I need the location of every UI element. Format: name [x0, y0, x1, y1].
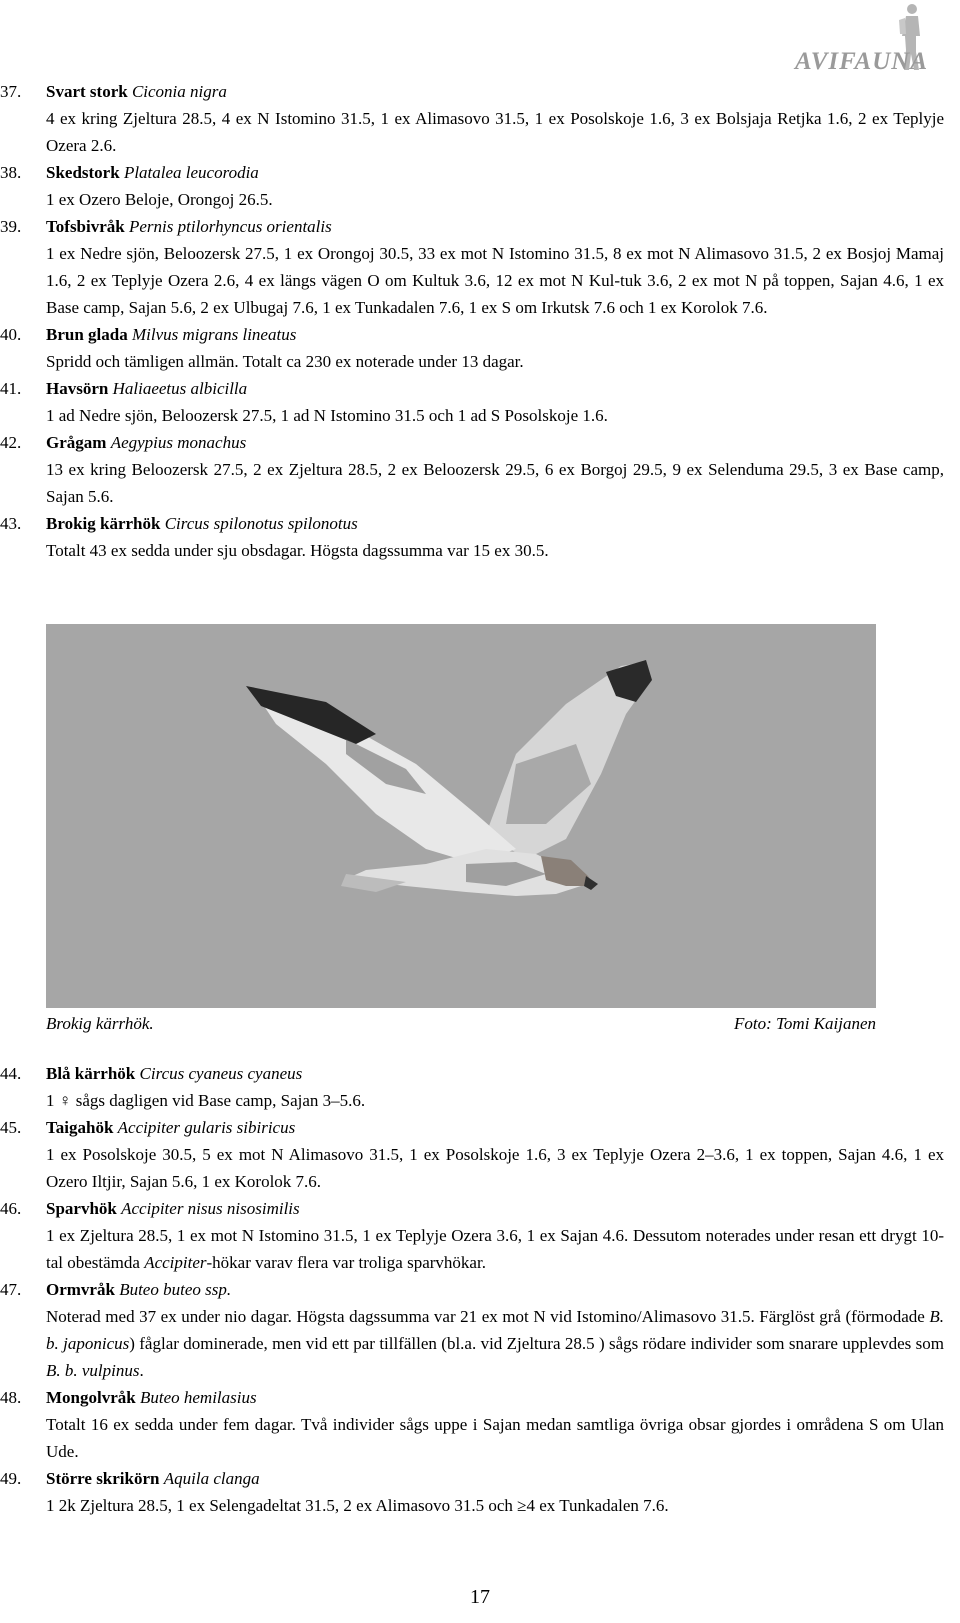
- scientific-name: Circus spilonotus spilonotus: [164, 514, 358, 533]
- observation-text: 13 ex kring Beloozersk 27.5, 2 ex Zjeltura 28.5, 2 ex Beloozersk 29.5, 6 ex Borgoj 29.5, 9 ex Selenduma 29.5, 3 ex Base camp, Sajan 5.6.: [46, 460, 944, 506]
- species-heading: [46, 1465, 944, 1492]
- species-name: Brokig kärrhök: [46, 514, 161, 533]
- species-number: 43.: [0, 514, 22, 533]
- species-name: Större skrikörn: [46, 1469, 160, 1488]
- species-name: Brun glada: [46, 325, 128, 344]
- species-observations: [46, 1492, 944, 1519]
- species-observations: [46, 456, 944, 510]
- species-observations: [46, 402, 944, 429]
- scientific-name: Milvus migrans lineatus: [131, 325, 297, 344]
- species-number: 39.: [0, 217, 22, 236]
- species-entry: [0, 78, 960, 159]
- scientific-name: Aegypius monachus: [110, 433, 247, 452]
- species-entry: [0, 510, 960, 564]
- species-name: Skedstork: [46, 163, 120, 182]
- species-entry: [0, 1195, 960, 1276]
- species-heading: [46, 1276, 944, 1303]
- species-name: Sparvhök: [46, 1199, 117, 1218]
- scientific-name: Accipiter gularis sibiricus: [117, 1118, 296, 1137]
- observation-text: 1 ♀ sågs dagligen vid Base camp, Sajan 3–5.6.: [46, 1091, 366, 1110]
- observation-text: Totalt 43 ex sedda under sju obsdagar. Högsta dagssumma var 15 ex 30.5.: [46, 541, 549, 560]
- observation-text: 1 2k Zjeltura 28.5, 1 ex Selengadeltat 31.5, 2 ex Alimasovo 31.5 och ≥4 ex Tunkadalen 7.6.: [46, 1496, 669, 1515]
- observation-text: 1 ad Nedre sjön, Beloozersk 27.5, 1 ad N Istomino 31.5 och 1 ad S Posolskoje 1.6.: [46, 406, 608, 425]
- species-list-bottom: [0, 1060, 960, 1519]
- species-name: Havsörn: [46, 379, 109, 398]
- species-heading: [46, 78, 944, 105]
- scientific-name: Circus cyaneus cyaneus: [139, 1064, 303, 1083]
- species-entry: [0, 1276, 960, 1384]
- species-number: 46.: [0, 1199, 22, 1218]
- species-heading: [46, 159, 944, 186]
- species-entry: [0, 375, 960, 429]
- species-name: Grågam: [46, 433, 107, 452]
- observation-text: 1 ex Posolskoje 30.5, 5 ex mot N Alimasovo 31.5, 1 ex Posolskoje 1.6, 3 ex Teplyje Ozera 2–3.6, 1 ex toppen, Sajan 4.6, 1 ex Ozero Iltjir, Sajan 5.6, 1 ex Korolok 7.6.: [46, 1145, 944, 1191]
- species-observations: [46, 1087, 944, 1114]
- species-entry: [0, 159, 960, 213]
- species-observations: [46, 1141, 944, 1195]
- observation-text: Totalt 16 ex sedda under fem dagar. Två individer sågs uppe i Sajan medan samtliga övriga obsar gjordes i områdena S om Ulan Ude.: [46, 1415, 944, 1461]
- species-heading: [46, 1384, 944, 1411]
- species-number: 49.: [0, 1469, 22, 1488]
- species-entry: [0, 429, 960, 510]
- observation-italic: B. b. japonicus: [46, 1307, 944, 1353]
- observation-text: ) fåglar dominerade, men vid ett par tillfällen (bl.a. vid Zjeltura 28.5 ) sågs rödare individer som snarare upplevdes som: [129, 1334, 944, 1353]
- species-observations: [46, 537, 944, 564]
- species-observations: [46, 105, 944, 159]
- observation-text: 1 ex Nedre sjön, Beloozersk 27.5, 1 ex Orongoj 30.5, 33 ex mot N Istomino 31.5, 8 ex mot N Alimasovo 31.5, 2 ex Bosjoj Mamaj 1.6, 2 ex Teplyje Ozera 2.6, 4 ex längs vägen O om Kultuk 3.6, 12 ex mot N Kul-tuk 3.6, 2 ex mot N på toppen, Sajan 4.6, 1 ex Base camp, Sajan 5.6, 2 ex Ulbugaj 7.6, 1 ex Tunkadalen 7.6, 1 ex S om Irkutsk 7.6 och 1 ex Korolok 7.6.: [46, 244, 944, 317]
- species-heading: [46, 510, 944, 537]
- species-observations: [46, 240, 944, 321]
- flying-harrier-image: [46, 624, 876, 1008]
- observation-italic: B. b. vulpinus: [46, 1361, 140, 1380]
- species-entry: [0, 1114, 960, 1195]
- species-heading: [46, 213, 944, 240]
- species-entry: [0, 1465, 960, 1519]
- observation-text: 1 ex Zjeltura 28.5, 1 ex mot N Istomino 31.5, 1 ex Teplyje Ozera 3.6, 1 ex Sajan 4.6. Dessutom noterades under resan ett drygt 10-tal obestämda: [46, 1226, 944, 1272]
- species-name: Blå kärrhök: [46, 1064, 136, 1083]
- species-observations: [46, 1222, 944, 1276]
- observation-text: Noterad med 37 ex under nio dagar. Högsta dagssumma var 21 ex mot N vid Istomino/Alimasovo 31.5. Färglöst grå (förmodade: [46, 1307, 930, 1326]
- species-observations: [46, 186, 944, 213]
- observation-text: Spridd och tämligen allmän. Totalt ca 230 ex noterade under 13 dagar.: [46, 352, 524, 371]
- species-number: 45.: [0, 1118, 22, 1137]
- species-number: 48.: [0, 1388, 22, 1407]
- observation-text: -hökar varav flera var troliga sparvhökar.: [206, 1253, 486, 1272]
- logo-wordmark: AVIFAUNA: [794, 48, 928, 75]
- scientific-name: Ciconia nigra: [131, 82, 227, 101]
- scientific-name: Buteo buteo ssp.: [119, 1280, 232, 1299]
- species-heading: [46, 429, 944, 456]
- species-heading: [46, 375, 944, 402]
- species-heading: [46, 321, 944, 348]
- scientific-name: Aquila clanga: [163, 1469, 260, 1488]
- species-number: 41.: [0, 379, 22, 398]
- avifauna-logo: [748, 2, 928, 76]
- observation-text: .: [139, 1361, 144, 1380]
- species-name: Ormvråk: [46, 1280, 115, 1299]
- observation-italic: Accipiter: [144, 1253, 207, 1272]
- species-heading: [46, 1114, 944, 1141]
- species-observations: [46, 348, 944, 375]
- species-name: Tofsbivråk: [46, 217, 125, 236]
- species-list-top: [0, 78, 960, 564]
- scientific-name: Buteo hemilasius: [139, 1388, 257, 1407]
- species-heading: [46, 1060, 944, 1087]
- species-observations: [46, 1303, 944, 1384]
- species-number: 38.: [0, 163, 22, 182]
- species-entry: [0, 213, 960, 321]
- species-number: 44.: [0, 1064, 22, 1083]
- scientific-name: Haliaeetus albicilla: [112, 379, 248, 398]
- species-name: Svart stork: [46, 82, 128, 101]
- scientific-name: Platalea leucorodia: [123, 163, 259, 182]
- scientific-name: Pernis ptilorhyncus orientalis: [128, 217, 332, 236]
- observation-text: 4 ex kring Zjeltura 28.5, 4 ex N Istomino 31.5, 1 ex Alimasovo 31.5, 1 ex Posolskoje 1.6, 3 ex Bolsjaja Retjka 1.6, 2 ex Teplyje Ozera 2.6.: [46, 109, 944, 155]
- species-entry: [0, 321, 960, 375]
- harrier-photo: [46, 624, 876, 1008]
- species-observations: [46, 1411, 944, 1465]
- species-name: Mongolvråk: [46, 1388, 136, 1407]
- scientific-name: Accipiter nisus nisosimilis: [121, 1199, 300, 1218]
- species-name: Taigahök: [46, 1118, 114, 1137]
- species-entry: [0, 1384, 960, 1465]
- page-number: 17: [470, 1586, 490, 1608]
- species-number: 37.: [0, 82, 22, 101]
- photo-credit: Foto: Tomi Kaijanen: [734, 1014, 876, 1033]
- species-number: 47.: [0, 1280, 22, 1299]
- observation-text: 1 ex Ozero Beloje, Orongoj 26.5.: [46, 190, 273, 209]
- species-heading: [46, 1195, 944, 1222]
- species-number: 40.: [0, 325, 22, 344]
- caption-text: Brokig kärrhök.: [46, 1014, 154, 1033]
- species-entry: [0, 1060, 960, 1114]
- species-number: 42.: [0, 433, 22, 452]
